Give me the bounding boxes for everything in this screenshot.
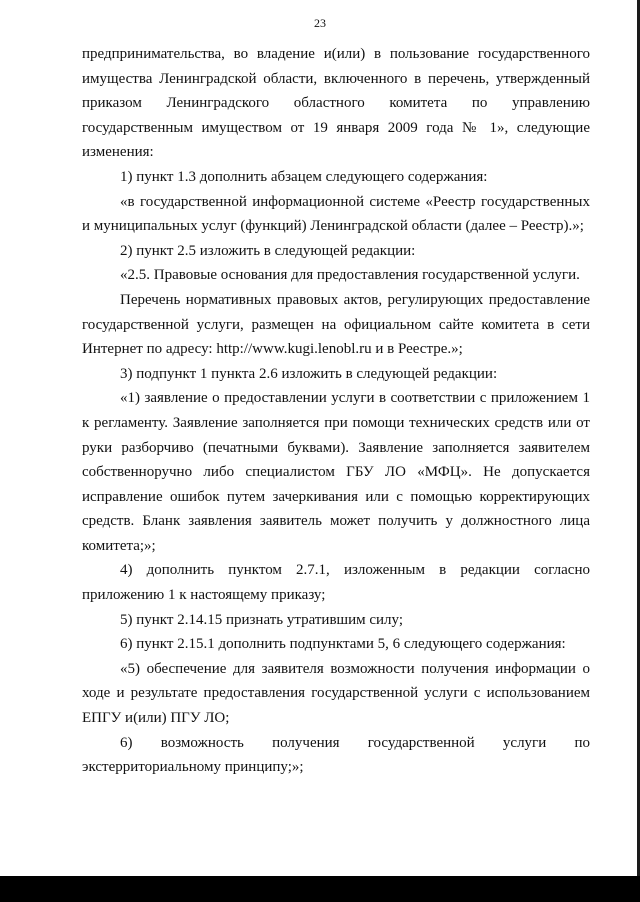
paragraph-quote-2-5: «2.5. Правовые основания для предоставления государственной услуги.	[120, 267, 580, 284]
paragraph-item-1: 1) пункт 1.3 дополнить абзацем следующего содержания:	[120, 168, 488, 185]
paragraph-item-5: 5) пункт 2.14.15 признать утратившим силу;	[120, 611, 404, 628]
paragraph-quote-sub-5: «5) обеспечение для заявителя возможности получения информации о ходе и результате предоставления государственной услуги с использованием ЕПГУ и(или) ПГУ ЛО;	[82, 660, 590, 727]
document-body	[82, 42, 590, 780]
paragraph-continuation: предпринимательства, во владение и(или) в пользование государственного имущества Ленинградской области, включенного в перечень, утвержденный приказом Ленинградского областного комитета по управлению государственным имуществом от 19 января 2009 года № 1», следующие изменения:	[82, 46, 590, 161]
paragraph-item-6: 6) пункт 2.15.1 дополнить подпунктами 5, 6 следующего содержания:	[120, 636, 566, 653]
paragraph-quote-sub-6: 6) возможность получения государственной услуги по экстерриториальному принципу;»;	[82, 734, 590, 776]
page-number: 23	[314, 16, 326, 30]
scan-bottom-band	[0, 876, 640, 902]
paragraph-quote-application: «1) заявление о предоставлении услуги в соответствии с приложением 1 к регламенту. Заявление заполняется при помощи технических средств или от руки разборчиво (печатными буквами). Заявление заполняется заявителем собственноручно либо специалистом ГБУ ЛО «МФЦ». Не допускается исправление ошибок путем зачеркивания или с помощью корректирующих средств. Бланк заявления заявитель может получить у должностного лица комитета;»;	[82, 390, 590, 554]
paragraph-item-3: 3) подпункт 1 пункта 2.6 изложить в следующей редакции:	[120, 365, 498, 382]
paragraph-item-4: 4) дополнить пунктом 2.7.1, изложенным в редакции согласно приложению 1 к настоящему приказу;	[82, 562, 590, 604]
paragraph-legal-acts: Перечень нормативных правовых актов, регулирующих предоставление государственной услуги, размещен на официальном сайте комитета в сети Интернет по адресу: http://www.kugi.lenobl.ru и в Реестре.»;	[82, 291, 590, 358]
paragraph-item-2: 2) пункт 2.5 изложить в следующей редакции:	[120, 242, 416, 259]
paragraph-quote-1: «в государственной информационной системе «Реестр государственных и муниципальных услуг (функций) Ленинградской области (далее – Реестр).»;	[82, 193, 590, 235]
